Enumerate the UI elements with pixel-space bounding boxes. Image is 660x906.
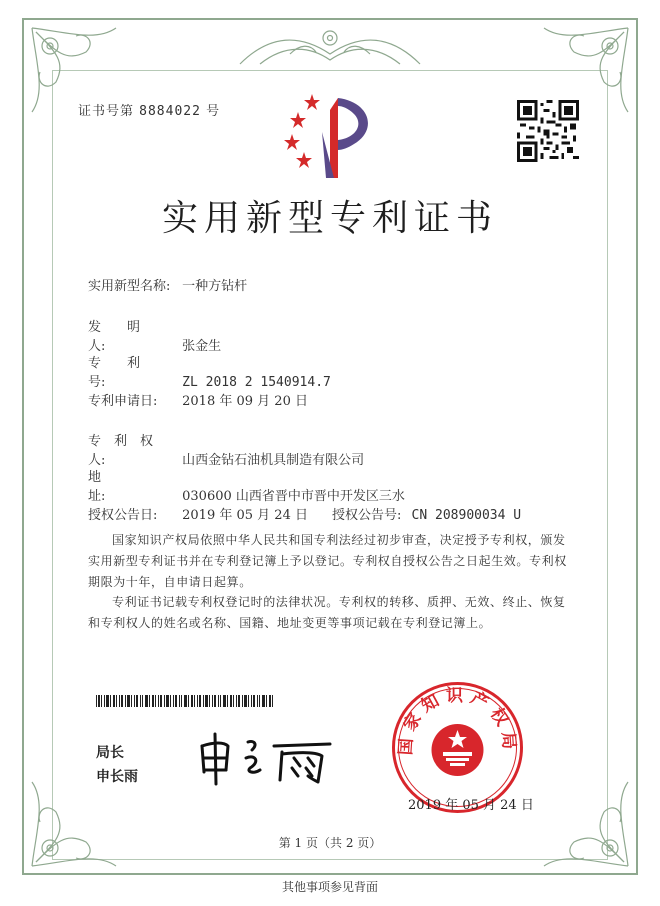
field-label: 发 明 人:: [88, 320, 167, 354]
certificate-number: [78, 100, 220, 119]
field-label: 地 址:: [88, 470, 167, 504]
top-center-ornament: [230, 24, 430, 68]
field-grant-date: [88, 504, 308, 523]
page-number: 第 1 页（共 2 页）: [278, 836, 382, 850]
field-value: 一种方钻杆: [182, 279, 248, 294]
field-inventor: [88, 316, 221, 354]
field-label: 授权公告号:: [332, 508, 402, 523]
field-value: 山西金钻石油机具制造有限公司: [182, 453, 365, 468]
footer-note: 其他事项参见背面: [281, 880, 378, 894]
field-utility-model-name: [88, 275, 247, 294]
field-label: 专 利 号:: [88, 356, 167, 390]
certificate-title: 实用新型专利证书: [161, 198, 498, 239]
certificate-paragraph-2: 专利证书记载专利权登记时的法律状况。专利权的转移、质押、无效、终止、恢复和专利权人的姓名或名称、国籍、地址变更等事项记载在专利登记簿上。: [88, 595, 566, 630]
field-value: ZL 2018 2 1540914.7: [182, 375, 331, 390]
corner-ornament-top-left: [26, 22, 146, 142]
field-value: 030600 山西省晋中市晋中开发区三水: [182, 489, 405, 504]
field-label: 实用新型名称:: [88, 279, 171, 294]
certificate-number-label: 证书号第: [78, 104, 135, 119]
official-name: 申长雨: [96, 769, 138, 785]
field-patent-number: [88, 352, 331, 390]
field-announcement-number: [332, 504, 521, 523]
qr-code: [517, 100, 579, 162]
official-title: 局长: [96, 745, 124, 761]
field-value: 2019 年 05 月 24 日: [182, 508, 308, 523]
svg-text:国家知识产权局: 国家知识产权局: [395, 686, 520, 756]
field-label: 授权公告日:: [88, 508, 158, 523]
certificate-number-suffix: 号: [206, 104, 221, 119]
barcode: [96, 692, 274, 704]
field-value: CN 208900034 U: [411, 508, 522, 523]
patent-office-logo: [282, 92, 382, 182]
certificate-number-value: 8884022: [139, 104, 201, 119]
field-value: 2018 年 09 月 20 日: [182, 394, 308, 409]
handwritten-signature: [190, 728, 340, 788]
certificate-paragraph-1: 国家知识产权局依照中华人民共和国专利法经过初步审查，决定授予专利权，颁发实用新型专利证书并在专利登记簿上予以登记。专利权自授权公告之日起生效。专利权期限为十年，自申请日起算。: [88, 533, 567, 589]
field-label: 专 利 权 人:: [88, 434, 167, 468]
field-address: [88, 466, 405, 504]
field-label: 专利申请日:: [88, 394, 158, 409]
field-application-date: [88, 390, 308, 409]
field-patentee: [88, 430, 364, 468]
issue-date: 2019 年 05 月 24 日: [408, 798, 534, 813]
field-value: 张金生: [182, 339, 222, 354]
